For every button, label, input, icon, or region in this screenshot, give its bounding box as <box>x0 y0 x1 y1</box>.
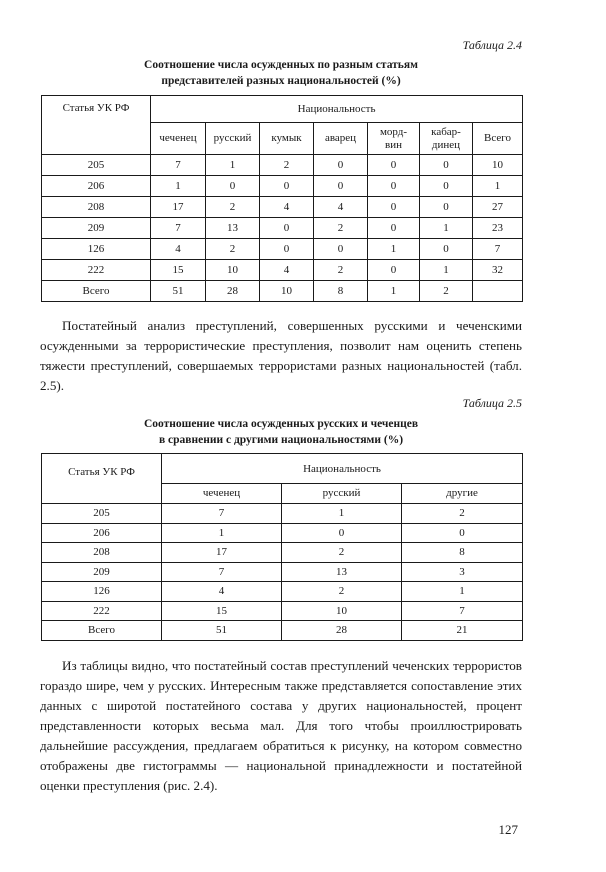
row-label: Всего <box>42 621 162 641</box>
table-cell: 2 <box>260 155 314 176</box>
table-cell: 0 <box>368 260 420 281</box>
table-cell: 0 <box>368 218 420 239</box>
column-header: кабар- динец <box>420 123 473 155</box>
table-row <box>42 260 523 281</box>
table-cell: 2 <box>206 197 260 218</box>
data-table <box>41 95 523 302</box>
table-row <box>42 218 523 239</box>
table-cell: 2 <box>206 239 260 260</box>
table-cell: 0 <box>420 176 473 197</box>
table-cell: 27 <box>473 197 523 218</box>
table-cell: 7 <box>402 601 523 621</box>
paragraph-text: Из таблицы видно, что постатейный состав преступлений чеченских террористов гораздо шире, чем у русских. Интересным также представляется сопоставление этих данных с широтой постатейного состава у других национальностей, процент представленности которых весьма мал. Для того чтобы проиллюстрировать дальнейшие рассуждения, предлагаем обратиться к рисунку, на котором совместно отображены две гистограммы — национальной принадлежности и постатейной оценки преступления (рис. 2.4). <box>40 658 522 793</box>
table-cell: 0 <box>420 197 473 218</box>
table-cell: 1 <box>402 582 523 602</box>
table-cell: 10 <box>260 281 314 302</box>
page-number: 127 <box>498 822 518 837</box>
table-row <box>42 504 523 524</box>
table-title-line: Соотношение числа осужденных русских и чеченцев <box>143 418 419 430</box>
table-cell: 0 <box>260 218 314 239</box>
table-cell: 1 <box>206 155 260 176</box>
table-cell: 15 <box>151 260 206 281</box>
table-cell: 0 <box>260 239 314 260</box>
row-label: 208 <box>42 197 151 218</box>
column-header: чеченец <box>151 123 206 155</box>
table-row <box>42 197 523 218</box>
table-cell: 1 <box>151 176 206 197</box>
table-cell: 1 <box>368 281 420 302</box>
row-label: 126 <box>42 582 162 602</box>
table-cell: 17 <box>162 543 282 563</box>
table-cell: 32 <box>473 260 523 281</box>
header-article: Статья УК РФ <box>42 96 151 155</box>
table-cell: 0 <box>282 523 402 543</box>
table-cell: 2 <box>282 582 402 602</box>
table-row <box>42 155 523 176</box>
row-label: 205 <box>42 504 162 524</box>
row-label: Всего <box>42 281 151 302</box>
table-cell: 21 <box>402 621 523 641</box>
table-cell: 8 <box>402 543 523 563</box>
table-cell: 13 <box>206 218 260 239</box>
table-cell: 17 <box>151 197 206 218</box>
table-cell: 10 <box>282 601 402 621</box>
table-cell <box>473 281 523 302</box>
table-row <box>42 523 523 543</box>
table-cell: 10 <box>206 260 260 281</box>
table-row <box>42 621 523 641</box>
table-cell: 15 <box>162 601 282 621</box>
table-cell: 4 <box>151 239 206 260</box>
row-label: 209 <box>42 562 162 582</box>
table-cell: 2 <box>402 504 523 524</box>
table-cell: 1 <box>162 523 282 543</box>
row-label: 208 <box>42 543 162 563</box>
table-cell: 7 <box>162 504 282 524</box>
table-cell: 13 <box>282 562 402 582</box>
table-cell: 0 <box>314 239 368 260</box>
table-cell: 0 <box>314 176 368 197</box>
paragraph <box>40 316 522 396</box>
table-cell: 2 <box>314 218 368 239</box>
table-cell: 1 <box>473 176 523 197</box>
table-cell: 1 <box>420 218 473 239</box>
column-header: другие <box>402 484 523 504</box>
row-label: 205 <box>42 155 151 176</box>
table-row <box>42 281 523 302</box>
table-title-line: Соотношение числа осужденных по разным статьям <box>144 59 418 71</box>
table-title <box>40 57 522 89</box>
table-cell: 2 <box>314 260 368 281</box>
table-title-line: в сравнении с другими национальностями (%) <box>158 434 404 446</box>
table-row <box>42 582 523 602</box>
table-row <box>42 176 523 197</box>
table-cell: 4 <box>314 197 368 218</box>
table-row <box>42 601 523 621</box>
table-label: Таблица 2.5 <box>462 396 522 410</box>
table-cell: 28 <box>206 281 260 302</box>
row-label: 222 <box>42 601 162 621</box>
table-cell: 28 <box>282 621 402 641</box>
table-cell: 0 <box>314 155 368 176</box>
table-cell: 4 <box>162 582 282 602</box>
column-header: кумык <box>260 123 314 155</box>
table-cell: 0 <box>402 523 523 543</box>
column-header: русский <box>282 484 402 504</box>
table-cell: 10 <box>473 155 523 176</box>
table-label: Таблица 2.4 <box>462 38 522 52</box>
table-cell: 7 <box>151 155 206 176</box>
paragraph-text: Постатейный анализ преступлений, совершенных русскими и чеченскими осужденными за террористические преступления, позволит нам оценить степень тяжести преступлений, совершаемых террористами разных национальностей (табл. 2.5). <box>40 318 522 393</box>
table-row <box>42 562 523 582</box>
column-header: аварец <box>314 123 368 155</box>
column-header: русский <box>206 123 260 155</box>
table-cell: 23 <box>473 218 523 239</box>
table-cell: 51 <box>151 281 206 302</box>
table-cell: 8 <box>314 281 368 302</box>
row-label: 206 <box>42 523 162 543</box>
table-row <box>42 239 523 260</box>
row-label: 126 <box>42 239 151 260</box>
row-label: 206 <box>42 176 151 197</box>
table-cell: 7 <box>162 562 282 582</box>
table-cell: 7 <box>473 239 523 260</box>
table-cell: 0 <box>420 155 473 176</box>
table-cell: 1 <box>420 260 473 281</box>
row-label: 222 <box>42 260 151 281</box>
table-cell: 3 <box>402 562 523 582</box>
column-header: чеченец <box>162 484 282 504</box>
table-cell: 0 <box>260 176 314 197</box>
column-header: морд- вин <box>368 123 420 155</box>
table-cell: 7 <box>151 218 206 239</box>
header-nationality: Национальность <box>151 96 523 123</box>
table-cell: 4 <box>260 197 314 218</box>
table-cell: 0 <box>206 176 260 197</box>
table-cell: 4 <box>260 260 314 281</box>
header-nationality: Национальность <box>162 454 523 484</box>
column-header: Всего <box>473 123 523 155</box>
table-title <box>40 416 522 448</box>
table-cell: 1 <box>282 504 402 524</box>
table-cell: 51 <box>162 621 282 641</box>
table-cell: 0 <box>368 155 420 176</box>
header-article: Статья УК РФ <box>42 454 162 504</box>
paragraph <box>40 656 522 796</box>
table-cell: 1 <box>368 239 420 260</box>
row-label: 209 <box>42 218 151 239</box>
table-cell: 0 <box>368 197 420 218</box>
table-cell: 0 <box>368 176 420 197</box>
table-cell: 2 <box>420 281 473 302</box>
data-table <box>41 453 523 641</box>
table-title-line: представителей разных национальностей (%) <box>161 75 401 87</box>
table-cell: 0 <box>420 239 473 260</box>
table-cell: 2 <box>282 543 402 563</box>
table-row <box>42 543 523 563</box>
